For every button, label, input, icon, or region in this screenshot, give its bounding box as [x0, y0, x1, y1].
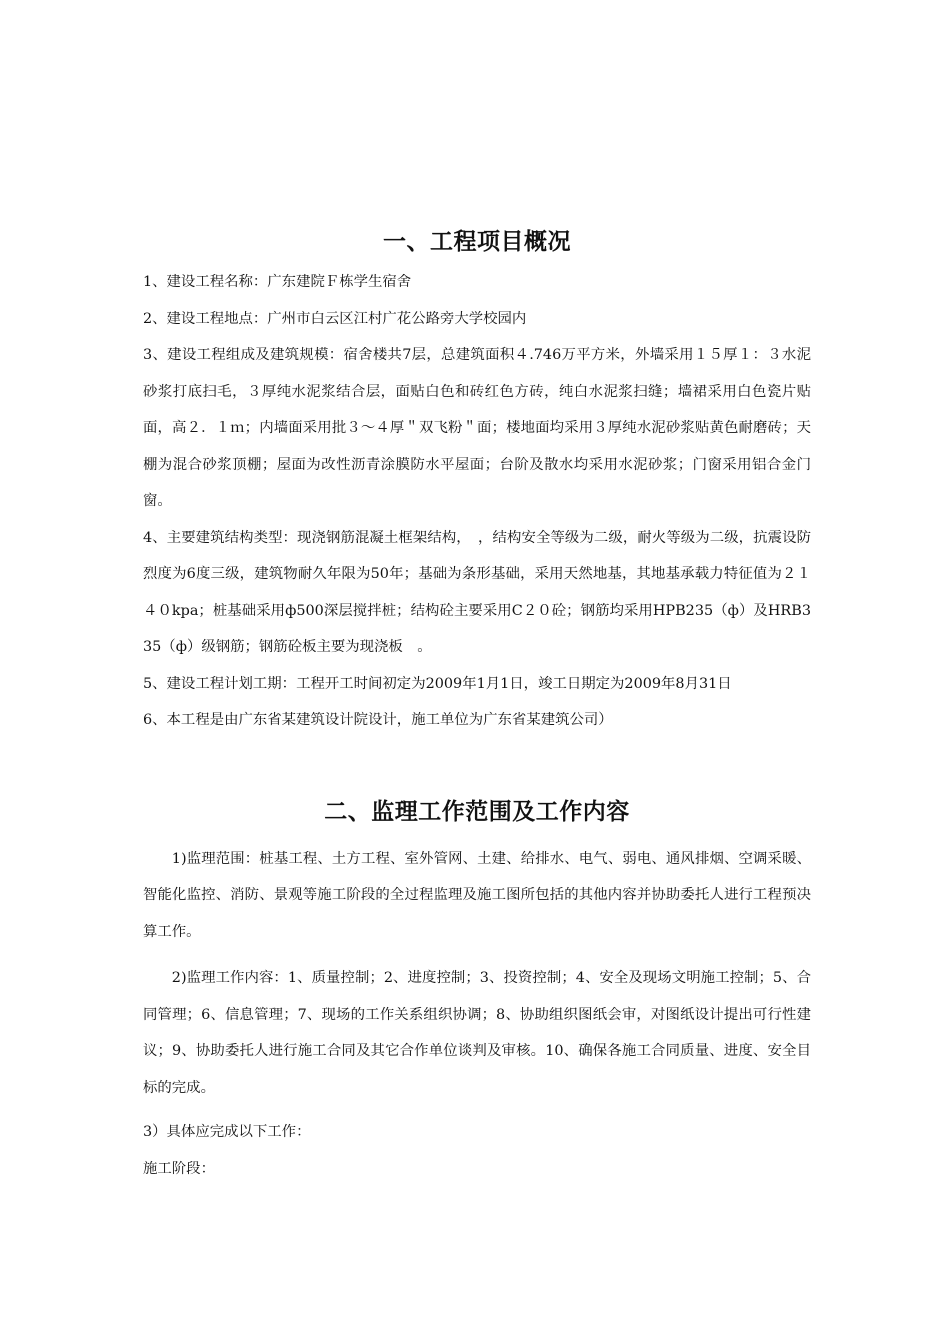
supervision-content: 2)监理工作内容：1、质量控制；2、进度控制；3、投资控制；4、安全及现场文明施工控制；5、合同管理；6、信息管理；7、现场的工作关系组织协调；8、协助组织图纸会审，对图纸设计提出可行性建议；9、协助委托人进行施工合同及其它合作单位谈判及审核。10、确保各施工合同质量、进度、安全目标的完成。 — [143, 970, 811, 1096]
section-1-title: 一、工程项目概况 — [383, 229, 571, 255]
project-location: 2、建设工程地点：广州市白云区江村广花公路旁大学校园内 — [143, 310, 527, 327]
tasks-intro: 3）具体应完成以下工作： — [143, 1124, 311, 1140]
project-name: 1、建设工程名称：广东建院Ｆ栋学生宿舍 — [143, 274, 412, 290]
document-content — [143, 220, 811, 1187]
project-parties: 6、本工程是由广东省某建筑设计院设计，施工单位为广东省某建筑公司） — [143, 712, 613, 728]
section-2-title: 二、监理工作范围及工作内容 — [324, 798, 630, 825]
construction-stage: 施工阶段： — [143, 1160, 215, 1177]
supervision-scope: 1)监理范围：桩基工程、土方工程、室外管网、土建、给排水、电气、弱电、通风排烟、空调采暖、智能化监控、消防、景观等施工阶段的全过程监理及施工图所包括的其他内容并协助委托人进行工程预决算工作。 — [143, 850, 811, 940]
project-scale: 3、建设工程组成及建筑规模：宿舍楼共7层，总建筑面积４.746万平方米，外墙采用１５厚１：３水泥砂浆打底扫毛，３厚纯水泥浆结合层，面贴白色和砖红色方砖，纯白水泥浆扫缝；墙裙采用白色瓷片贴面，高２．１ｍ；内墙面采用批３～４厚＂双飞粉＂面；楼地面均采用３厚纯水泥砂浆贴黄色耐磨砖；天棚为混合砂浆顶棚；屋面为改性沥青涂膜防水平屋面；台阶及散水均采用水泥砂浆；门窗采用铝合金门窗。 — [143, 347, 811, 509]
project-structure: 4、主要建筑结构类型：现浇钢筋混凝土框架结构， ，结构安全等级为二级，耐火等级为二级，抗震设防烈度为6度三级，建筑物耐久年限为50年；基础为条形基础，采用天然地基，其地基承载力特征值为２１４０kpa；桩基础采用ф500深层搅拌桩；结构砼主要采用C２０砼；钢筋均采用HPB235（ф）及HRB335（ф）级钢筋；钢筋砼板主要为现浇板 。 — [143, 529, 811, 655]
project-schedule: 5、建设工程计划工期：工程开工时间初定为2009年1月1日，竣工日期定为2009年8月31日 — [143, 675, 732, 692]
